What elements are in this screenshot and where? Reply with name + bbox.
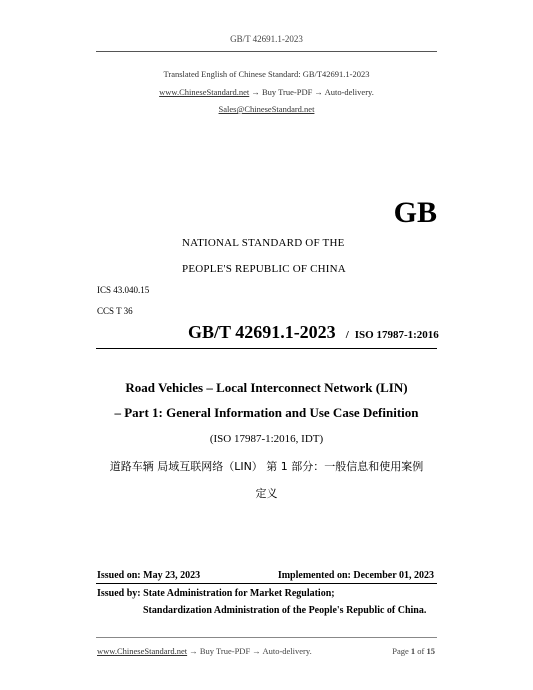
site-link[interactable]: www.ChineseStandard.net [159, 87, 250, 97]
email-link[interactable]: Sales@ChineseStandard.net [218, 104, 315, 114]
ccs-code: CCS T 36 [97, 306, 133, 316]
buy-text: → Buy True-PDF → Auto-delivery. [251, 87, 374, 97]
nat-standard-line2: PEOPLE'S REPUBLIC OF CHINA [182, 263, 346, 275]
iso-reference: ISO 17987-1:2016 [354, 329, 439, 341]
issued-date: Issued on: May 23, 2023 [97, 570, 201, 581]
title-line1: Road Vehicles – Local Interconnect Network (LIN) [125, 380, 408, 395]
title-line2: – Part 1: General Information and Use Case Definition [114, 405, 419, 420]
gb-logo: GB [393, 196, 437, 229]
issue-divider [96, 583, 437, 584]
footer-buy-text: → Buy True-PDF → Auto-delivery. [189, 646, 312, 656]
chinese-title-line1: 道路车辆 局域互联网络（LIN） 第 1 部分：一般信息和使用案例 [109, 460, 424, 473]
page-number: 1 [410, 646, 416, 656]
standard-number: GB/T 42691.1-2023 [188, 322, 336, 342]
implemented-date: Implemented on: December 01, 2023 [277, 570, 434, 581]
ics-code: ICS 43.040.15 [97, 285, 150, 295]
of-label: of [417, 646, 425, 656]
purchase-line [0, 87, 533, 97]
chinese-title-line2: 定义 [255, 487, 278, 500]
title-divider [96, 348, 437, 349]
issued-by: Issued by: State Administration for Market Regulation; [97, 588, 335, 599]
nat-standard-line1: NATIONAL STANDARD OF THE [182, 237, 345, 249]
footer-purchase [97, 646, 312, 656]
page-total: 15 [426, 646, 435, 656]
number-separator: / [345, 329, 349, 341]
translation-notice: Translated English of Chinese Standard: GB/T42691.1-2023 [163, 69, 370, 79]
footer-site-link[interactable]: www.ChineseStandard.net [97, 646, 188, 656]
page-indicator [392, 646, 435, 656]
running-header: GB/T 42691.1-2023 [230, 34, 303, 44]
standard-number-line [188, 322, 439, 343]
footer-divider [96, 637, 437, 638]
issued-by-second: Standardization Administration of the People's Republic of China. [143, 605, 427, 616]
page-label: Page [392, 646, 409, 656]
email-line [0, 104, 533, 114]
identical-note: (ISO 17987-1:2016, IDT) [209, 433, 324, 445]
header-divider [96, 51, 437, 52]
